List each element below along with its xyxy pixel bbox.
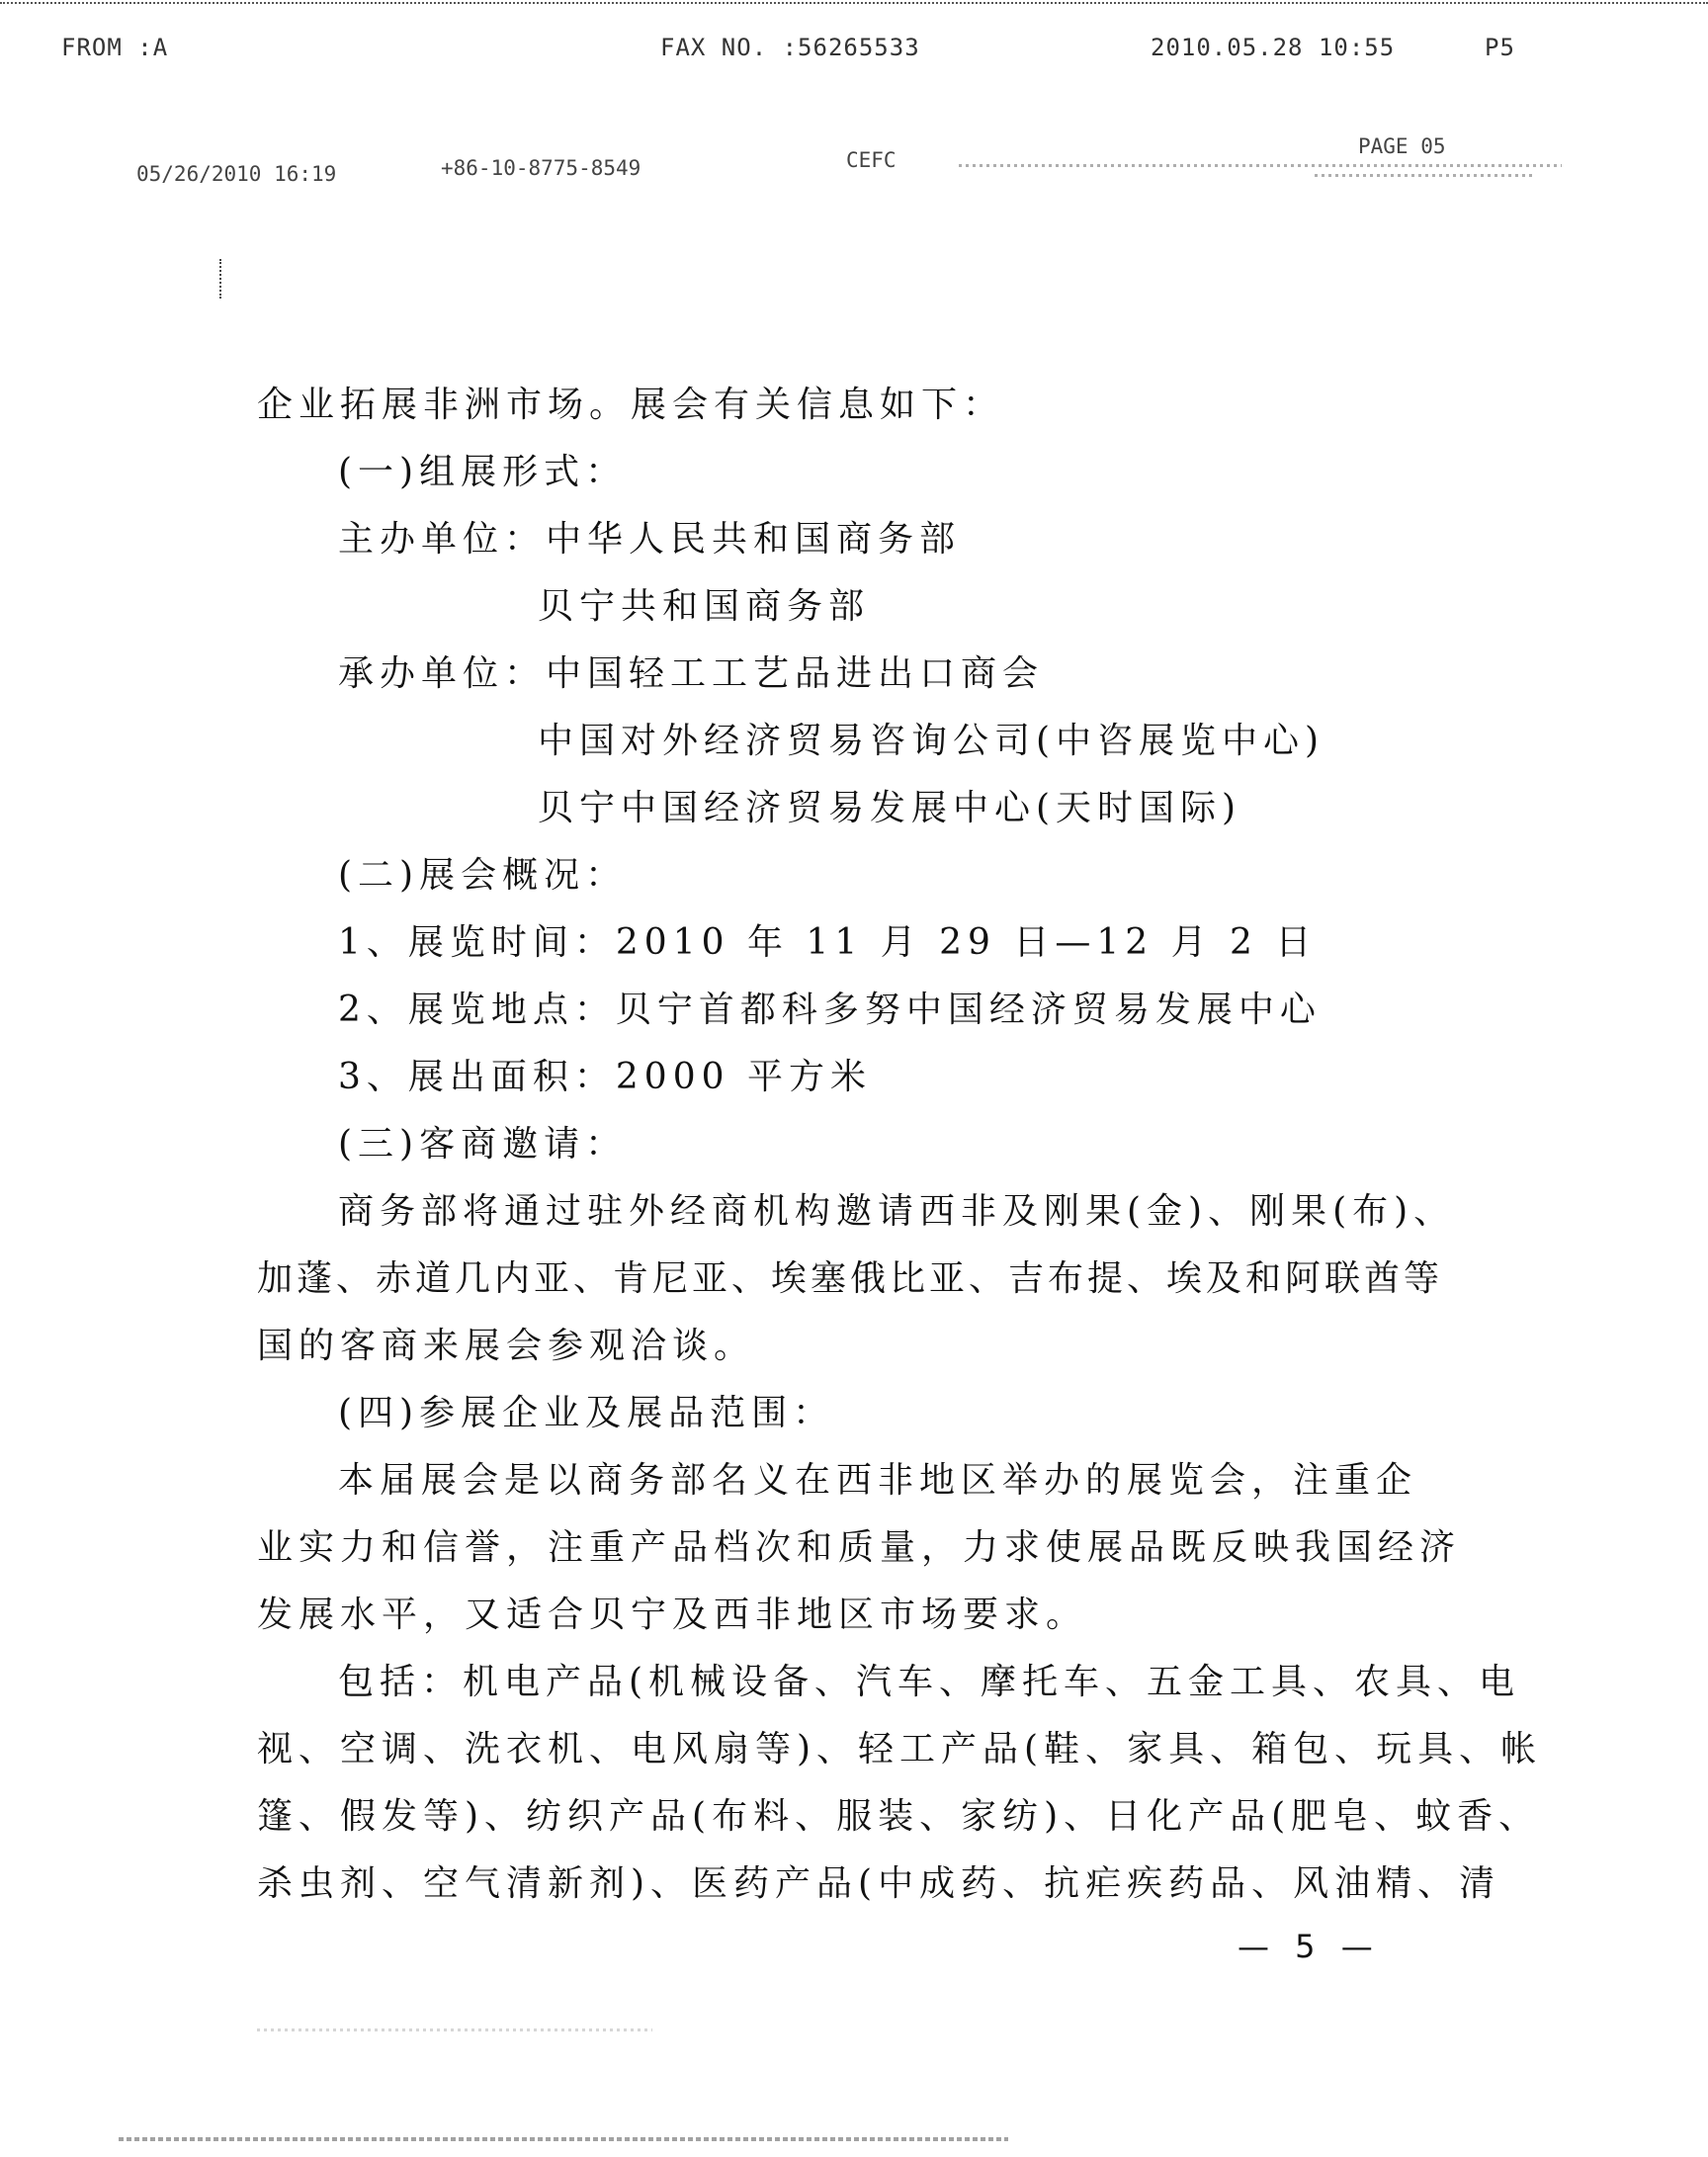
fax-noise-2	[1315, 174, 1532, 177]
body-line-22: 篷、假发等)、纺织产品(布料、服装、家纺)、日化产品(肥皂、蚊香、	[257, 1796, 1541, 1837]
fax-datetime: 2010.05.28 10:55	[1151, 34, 1396, 61]
fax-page: P5	[1485, 34, 1515, 61]
body-line-3: 主办单位：中华人民共和国商务部	[338, 519, 962, 560]
fax-top-border	[0, 2, 1708, 4]
body-line-23: 杀虫剂、空气清新剂)、医药产品(中成药、抗疟疾药品、风油精、清	[257, 1863, 1501, 1904]
second-fax-page-label: PAGE 05	[1358, 134, 1446, 158]
body-line-19: 发展水平，又适合贝宁及西非地区市场要求。	[257, 1595, 1088, 1635]
body-line-8: (二)展会概况：	[338, 855, 628, 896]
body-line-4: 贝宁共和国商务部	[538, 586, 871, 627]
body-line-10: 2、展览地点：贝宁首都科多努中国经济贸易发展中心	[338, 990, 1322, 1030]
body-line-6: 中国对外经济贸易咨询公司(中咨展览中心)	[538, 721, 1325, 761]
body-line-12: (三)客商邀请：	[338, 1124, 628, 1165]
body-line-21: 视、空调、洗衣机、电风扇等)、轻工产品(鞋、家具、箱包、玩具、帐	[257, 1729, 1543, 1769]
body-line-9: 1、展览时间：2010 年 11 月 29 日—12 月 2 日	[338, 922, 1318, 963]
body-line-7: 贝宁中国经济贸易发展中心(天时国际)	[538, 788, 1242, 828]
fax-from: FROM :A	[61, 34, 169, 61]
fax-noise-3	[257, 2028, 652, 2031]
body-line-13: 商务部将通过驻外经商机构邀请西非及刚果(金)、刚果(布)、	[338, 1191, 1456, 1232]
body-line-2: (一)组展形式：	[338, 452, 628, 492]
fax-number: FAX NO. :56265533	[660, 34, 920, 61]
body-line-1: 企业拓展非洲市场。展会有关信息如下：	[257, 385, 1005, 425]
second-fax-org: CEFC	[846, 148, 897, 172]
second-fax-datetime: 05/26/2010 16:19	[136, 162, 337, 186]
fax-bottom-strip	[119, 2137, 1008, 2141]
body-line-16: (四)参展企业及展品范围：	[338, 1393, 835, 1433]
fax-noise-1	[959, 164, 1562, 167]
body-line-15: 国的客商来展会参观洽谈。	[257, 1326, 756, 1366]
page-number: — 5 —	[1238, 1928, 1381, 1965]
second-fax-phone: +86-10-8775-8549	[441, 156, 641, 180]
body-line-5: 承办单位：中国轻工工艺品进出口商会	[338, 653, 1045, 694]
margin-mark	[219, 259, 223, 299]
body-line-14: 加蓬、赤道几内亚、肯尼亚、埃塞俄比亚、吉布提、埃及和阿联酋等	[257, 1258, 1444, 1299]
body-line-18: 业实力和信誉，注重产品档次和质量，力求使展品既反映我国经济	[257, 1527, 1462, 1568]
body-line-11: 3、展出面积：2000 平方米	[338, 1057, 872, 1097]
body-line-20: 包括：机电产品(机械设备、汽车、摩托车、五金工具、农具、电	[338, 1662, 1521, 1702]
body-line-17: 本届展会是以商务部名义在西非地区举办的展览会，注重企	[338, 1460, 1418, 1501]
